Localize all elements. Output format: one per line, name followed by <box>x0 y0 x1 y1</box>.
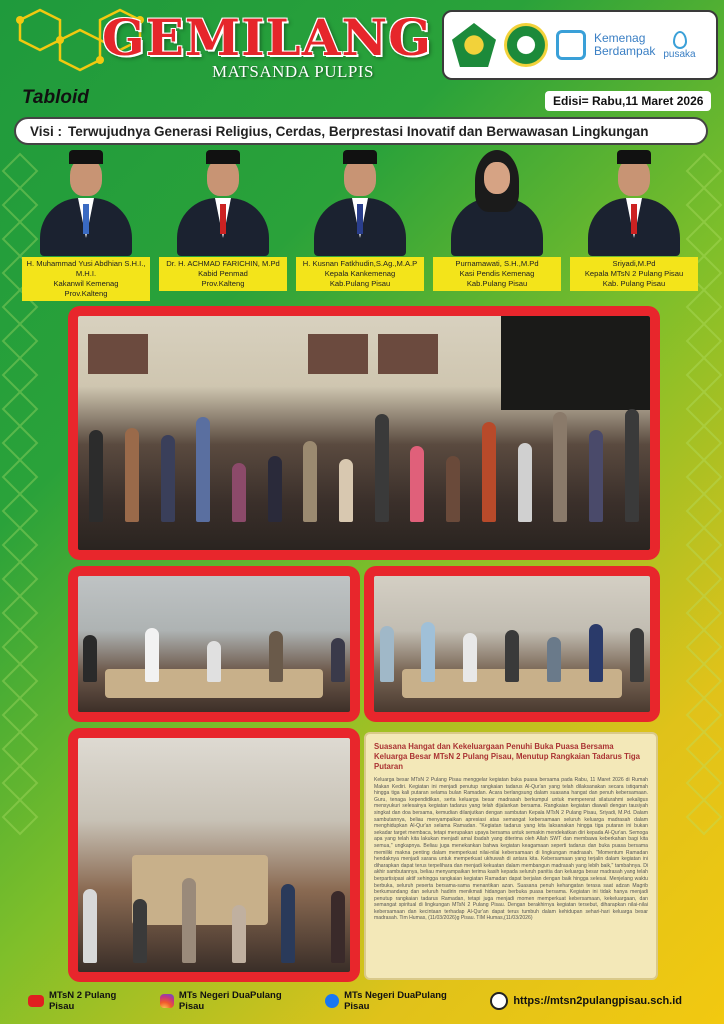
visi-text: Terwujudnya Generasi Religius, Cerdas, Berprestasi Inovatif dan Berwawasan Lingkungan <box>68 123 649 139</box>
iftar-photo-right-frame <box>364 566 660 722</box>
official-caption <box>296 257 424 291</box>
official-caption <box>22 257 150 301</box>
official-caption <box>570 257 698 291</box>
news-article <box>364 732 658 980</box>
tabloid-label: Tabloid <box>22 87 89 108</box>
dining-room-photo-frame <box>68 728 360 982</box>
dining-room-photo <box>78 738 350 972</box>
official-card <box>570 148 698 291</box>
official-card <box>296 148 424 291</box>
official-photo <box>173 148 273 256</box>
official-place: Kab. Pulang Pisau <box>602 279 666 288</box>
iftar-photo-left <box>78 576 350 712</box>
globe-icon <box>490 992 508 1010</box>
youtube-label: MTsN 2 Pulang Pisau <box>48 990 117 1012</box>
website-label: https://mtsn2pulangpisau.sch.id <box>513 995 682 1007</box>
social-footer <box>28 988 698 1014</box>
kemenag-berdampak-logo: Kemenag Berdampak <box>594 31 656 58</box>
official-name: Sriyadi,M.Pd <box>612 259 656 268</box>
group-photo <box>78 316 650 550</box>
official-role: Kepala MTsN 2 Pulang Pisau <box>584 269 684 278</box>
pusaka-label: pusaka <box>663 48 696 60</box>
facebook-label: MTs Negeri DuaPulang Pisau <box>344 990 447 1012</box>
official-name: H. Kusnan Fatkhudin,S.Ag.,M.A.P <box>302 259 418 268</box>
logo-panel <box>442 10 718 80</box>
website-link[interactable] <box>490 992 682 1010</box>
youtube-link[interactable] <box>28 990 144 1012</box>
pusaka-icon <box>673 31 687 49</box>
official-caption <box>159 257 287 291</box>
official-card <box>22 148 150 301</box>
official-photo <box>310 148 410 256</box>
tabloid-title: GEMILANG <box>102 8 432 67</box>
officials-row <box>22 148 698 296</box>
tabloid-subtitle: MATSANDA PULPIS <box>212 62 374 81</box>
instagram-icon <box>160 994 174 1008</box>
instagram-label: MTs Negeri DuaPulang Pisau <box>178 990 282 1012</box>
official-place: Kab.Pulang Pisau <box>466 279 528 288</box>
youtube-icon <box>28 995 44 1007</box>
official-photo <box>447 148 547 256</box>
facebook-link[interactable] <box>325 990 474 1012</box>
pusaka-logo <box>663 31 695 60</box>
official-role: Kabid Penmad <box>198 269 248 278</box>
official-caption <box>433 257 561 291</box>
official-name: Purnamawati, S.H.,M.Pd <box>455 259 539 268</box>
official-card <box>433 148 561 291</box>
iftar-photo-right <box>374 576 650 712</box>
official-card <box>159 148 287 291</box>
official-photo <box>36 148 136 256</box>
berdampak-icon <box>556 30 586 60</box>
iftar-photo-left-frame <box>68 566 360 722</box>
edition-date: Edisi= Rabu,11 Maret 2026 <box>545 91 711 111</box>
madrasah-logo <box>504 23 548 67</box>
official-photo <box>584 148 684 256</box>
instagram-link[interactable] <box>160 990 309 1012</box>
group-photo-frame <box>68 306 660 560</box>
official-name: H. Muhammad Yusi Abdhian S.H.I., M.H.I. <box>26 259 146 278</box>
article-body: Keluarga besar MTsN 2 Pulang Pisau menggelar kegiatan buka puasa bersama pada Rabu, 11 Maret 2026 di Rumah Makan Kediri. Kegiatan ini menjadi penutup rangkaian tadarus Al-Qur'an yang telah dilaksanakan secara istiqamah hingga tiga kali putaran selama bulan Ramadan. Acara berlangsung dalam suasana hangat dan penuh kebersamaan. Guru, tenaga kependidikan, serta keluarga besar madrasah berkumpul untuk mempererat silaturahmi sekaligus mensyukuri selesainya kegiatan tadarus yang telah dijalankan bersama. Rangkaian kegiatan diawali dengan tausiyah singkat dan doa bersama, kemudian dilanjutkan dengan sambutan Kepala MTsN 2 Pulang Pisau, Sriyadi, M.Pd. Dalam sambutannya, beliau menyampaikan apresiasi atas semangat kebersamaan seluruh keluarga madrasah dalam menghidupkan Al-Qur'an selama Ramadan. "Kegiatan tadarus yang kita laksanakan hingga tiga putaran ini bukan sekadar target membaca, tetapi merupakan upaya bersama untuk semakin mendekatkan diri kepada Al-Qur'an. Semoga apa yang telah kita lakukan menjadi amal ibadah yang diterima oleh Allah SWT dan membawa keberkahan bagi kita semua," ungkapnya. Beliau juga menekankan bahwa kegiatan keagamaan seperti tadarus dan buka puasa bersama memiliki makna penting dalam memperkuat nilai-nilai kebersamaan di lingkungan madrasah. "Momentum Ramadan hendaknya menjadi sarana untuk memperkuat ukhuwah di antara kita. Kebersamaan yang terjalin dalam kegiatan ini diharapkan dapat terus terpelihara dan menjadi kekuatan dalam membangun madrasah yang lebih baik," tambahnya. Di akhir sambutannya, beliau menyampaikan terima kasih kepada seluruh panitia dan keluarga besar madrasah yang telah berpartisipasi aktif sehingga rangkaian kegiatan Ramadan dapat berjalan dengan baik hingga selesai. Menjelang waktu berbuka, seluruh peserta bersama-sama menantikan azan. Suasana penuh kehangatan terasa saat adzan Magrib berkumandang dan seluruh hadirin menikmati hidangan berbuka puasa bersama. Kegiatan ini tidak hanya menjadi penutup rangkaian tadarus Ramadan, tetapi juga menjadi momen memperkuat kebersamaan, kekeluargaan, dan semangat spiritual di lingkungan MTsN 2 Pulang Pisau. Dengan berakhirnya kegiatan tersebut, diharapkan nilai-nilai kebersamaan dan kecintaan terhadap Al-Qur'an dapat terus tumbuh dalam kehidupan sehari-hari keluarga besar madrasah. Tim Humas, (11/03/2026)g Pisau. TIM Humas,(11/03/2026) <box>374 777 648 922</box>
official-role: Kasi Pendis Kemenag <box>459 269 535 278</box>
article-headline: Suasana Hangat dan Kekeluargaan Penuhi Buka Puasa Bersama Keluarga Besar MTsN 2 Pulang Pisau, Menutup Rangkaian Tadarus Tiga Putaran <box>374 742 641 771</box>
facebook-icon <box>325 994 339 1008</box>
official-place: Kab.Pulang Pisau <box>329 279 391 288</box>
kemenag-logo <box>452 23 496 67</box>
official-place: Prov.Kalteng <box>64 289 108 298</box>
official-place: Prov.Kalteng <box>201 279 245 288</box>
official-role: Kepala Kankemenag <box>324 269 396 278</box>
official-name: Dr. H. ACHMAD FARICHIN, M.Pd <box>166 259 280 268</box>
visi-label: Visi : <box>30 123 63 139</box>
visi-banner <box>14 117 708 145</box>
official-role: Kakanwil Kemenag <box>53 279 119 288</box>
